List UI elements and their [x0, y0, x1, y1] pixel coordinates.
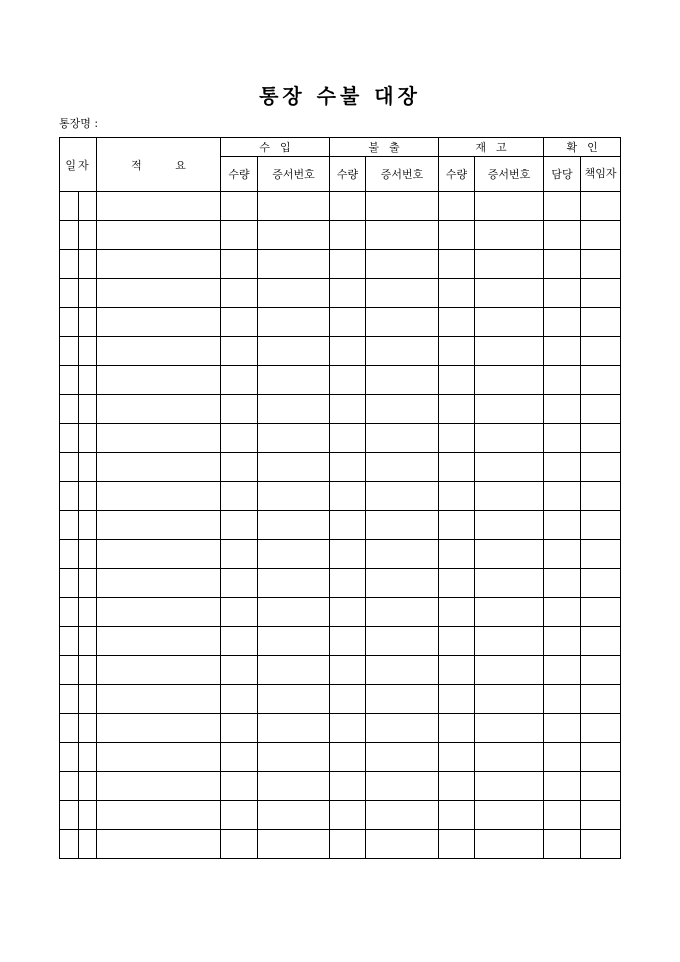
ledger-cell[interactable]	[366, 598, 439, 627]
ledger-cell[interactable]	[439, 337, 475, 366]
table-row	[60, 308, 621, 337]
ledger-cell[interactable]	[366, 482, 439, 511]
ledger-cell[interactable]	[60, 656, 79, 685]
ledger-cell[interactable]	[97, 511, 221, 540]
ledger-cell[interactable]	[60, 453, 79, 482]
ledger-cell[interactable]	[258, 656, 330, 685]
ledger-cell[interactable]	[581, 424, 621, 453]
ledger-cell[interactable]	[475, 511, 544, 540]
ledger-cell[interactable]	[258, 192, 330, 221]
ledger-cell[interactable]	[97, 830, 221, 859]
header-confirm: 확인	[544, 138, 621, 157]
ledger-cell[interactable]	[544, 830, 581, 859]
ledger-cell[interactable]	[79, 540, 97, 569]
ledger-cell[interactable]	[366, 192, 439, 221]
ledger-cell[interactable]	[258, 395, 330, 424]
header-expense-qty: 수량	[330, 157, 366, 192]
ledger-cell[interactable]	[97, 192, 221, 221]
table-row	[60, 656, 621, 685]
ledger-cell[interactable]	[79, 221, 97, 250]
ledger-cell[interactable]	[221, 424, 258, 453]
ledger-cell[interactable]	[97, 540, 221, 569]
ledger-cell[interactable]	[60, 279, 79, 308]
ledger-cell[interactable]	[475, 569, 544, 598]
ledger-cell[interactable]	[97, 279, 221, 308]
table-row	[60, 250, 621, 279]
ledger-cell[interactable]	[581, 627, 621, 656]
table-row	[60, 830, 621, 859]
ledger-cell[interactable]	[221, 830, 258, 859]
header-description: 적 요	[97, 138, 221, 192]
ledger-cell[interactable]	[581, 511, 621, 540]
table-row	[60, 714, 621, 743]
ledger-cell[interactable]	[439, 453, 475, 482]
ledger-cell[interactable]	[475, 685, 544, 714]
ledger-cell[interactable]	[544, 337, 581, 366]
ledger-cell[interactable]	[475, 627, 544, 656]
ledger-cell[interactable]	[79, 830, 97, 859]
ledger-cell[interactable]	[97, 801, 221, 830]
ledger-cell[interactable]	[221, 656, 258, 685]
ledger-cell[interactable]	[60, 424, 79, 453]
ledger-body	[60, 138, 621, 859]
ledger-cell[interactable]	[330, 627, 366, 656]
ledger-cell[interactable]	[330, 366, 366, 395]
ledger-cell[interactable]	[439, 308, 475, 337]
ledger-cell[interactable]	[544, 656, 581, 685]
ledger-cell[interactable]	[366, 772, 439, 801]
ledger-cell[interactable]	[581, 395, 621, 424]
ledger-cell[interactable]	[258, 598, 330, 627]
ledger-cell[interactable]	[366, 453, 439, 482]
ledger-cell[interactable]	[221, 714, 258, 743]
ledger-cell[interactable]	[79, 453, 97, 482]
document-title: 통장 수불 대장	[259, 84, 421, 108]
ledger-cell[interactable]	[330, 250, 366, 279]
ledger-cell[interactable]	[475, 540, 544, 569]
ledger-cell[interactable]	[544, 598, 581, 627]
ledger-cell[interactable]	[258, 569, 330, 598]
ledger-cell[interactable]	[97, 453, 221, 482]
ledger-cell[interactable]	[544, 540, 581, 569]
ledger-cell[interactable]	[221, 540, 258, 569]
ledger-cell[interactable]	[475, 250, 544, 279]
ledger-table	[59, 137, 621, 859]
ledger-cell[interactable]	[330, 395, 366, 424]
ledger-cell[interactable]	[258, 801, 330, 830]
ledger-cell[interactable]	[366, 221, 439, 250]
ledger-cell[interactable]	[79, 308, 97, 337]
ledger-cell[interactable]	[60, 743, 79, 772]
ledger-cell[interactable]	[581, 772, 621, 801]
ledger-cell[interactable]	[581, 279, 621, 308]
ledger-cell[interactable]	[258, 830, 330, 859]
table-row	[60, 627, 621, 656]
ledger-cell[interactable]	[581, 540, 621, 569]
ledger-cell[interactable]	[258, 366, 330, 395]
ledger-cell[interactable]	[330, 569, 366, 598]
ledger-cell[interactable]	[330, 308, 366, 337]
ledger-cell[interactable]	[330, 511, 366, 540]
ledger-cell[interactable]	[475, 279, 544, 308]
ledger-cell[interactable]	[475, 743, 544, 772]
ledger-cell[interactable]	[79, 627, 97, 656]
ledger-cell[interactable]	[439, 830, 475, 859]
ledger-cell[interactable]	[221, 192, 258, 221]
header-stock-voucher: 증서번호	[475, 157, 544, 192]
ledger-cell[interactable]	[439, 772, 475, 801]
ledger-cell[interactable]	[475, 395, 544, 424]
ledger-cell[interactable]	[258, 221, 330, 250]
ledger-cell[interactable]	[581, 656, 621, 685]
ledger-cell[interactable]	[581, 192, 621, 221]
ledger-cell[interactable]	[330, 772, 366, 801]
ledger-cell[interactable]	[366, 627, 439, 656]
ledger-cell[interactable]	[544, 221, 581, 250]
ledger-cell[interactable]	[544, 511, 581, 540]
ledger-cell[interactable]	[221, 482, 258, 511]
ledger-cell[interactable]	[366, 830, 439, 859]
ledger-cell[interactable]	[221, 395, 258, 424]
ledger-cell[interactable]	[97, 743, 221, 772]
ledger-cell[interactable]	[79, 569, 97, 598]
header-stock-qty: 수량	[439, 157, 475, 192]
ledger-cell[interactable]	[258, 511, 330, 540]
ledger-cell[interactable]	[439, 569, 475, 598]
ledger-cell[interactable]	[79, 801, 97, 830]
ledger-cell[interactable]	[97, 656, 221, 685]
ledger-cell[interactable]	[97, 598, 221, 627]
ledger-cell[interactable]	[544, 482, 581, 511]
ledger-cell[interactable]	[475, 366, 544, 395]
table-row	[60, 395, 621, 424]
table-row	[60, 279, 621, 308]
ledger-cell[interactable]	[581, 598, 621, 627]
ledger-cell[interactable]	[60, 714, 79, 743]
ledger-cell[interactable]	[475, 656, 544, 685]
ledger-cell[interactable]	[258, 250, 330, 279]
ledger-cell[interactable]	[79, 366, 97, 395]
ledger-cell[interactable]	[544, 250, 581, 279]
ledger-cell[interactable]	[581, 250, 621, 279]
ledger-cell[interactable]	[330, 221, 366, 250]
ledger-cell[interactable]	[258, 540, 330, 569]
table-row	[60, 221, 621, 250]
ledger-cell[interactable]	[330, 453, 366, 482]
ledger-cell[interactable]	[60, 250, 79, 279]
ledger-cell[interactable]	[475, 192, 544, 221]
ledger-cell[interactable]	[221, 685, 258, 714]
ledger-cell[interactable]	[475, 830, 544, 859]
ledger-cell[interactable]	[97, 337, 221, 366]
ledger-cell[interactable]	[79, 685, 97, 714]
ledger-cell[interactable]	[439, 192, 475, 221]
ledger-cell[interactable]	[79, 192, 97, 221]
ledger-cell[interactable]	[581, 801, 621, 830]
ledger-cell[interactable]	[221, 627, 258, 656]
ledger-cell[interactable]	[221, 221, 258, 250]
ledger-cell[interactable]	[366, 366, 439, 395]
ledger-cell[interactable]	[439, 366, 475, 395]
ledger-cell[interactable]	[60, 337, 79, 366]
ledger-cell[interactable]	[330, 337, 366, 366]
ledger-cell[interactable]	[60, 511, 79, 540]
ledger-cell[interactable]	[366, 801, 439, 830]
ledger-cell[interactable]	[439, 598, 475, 627]
ledger-cell[interactable]	[258, 453, 330, 482]
ledger-cell[interactable]	[366, 424, 439, 453]
ledger-cell[interactable]	[439, 801, 475, 830]
ledger-cell[interactable]	[475, 308, 544, 337]
ledger-cell[interactable]	[366, 337, 439, 366]
table-row	[60, 192, 621, 221]
ledger-cell[interactable]	[475, 337, 544, 366]
ledger-cell[interactable]	[221, 511, 258, 540]
ledger-cell[interactable]	[258, 482, 330, 511]
ledger-cell[interactable]	[439, 424, 475, 453]
ledger-cell[interactable]	[581, 337, 621, 366]
ledger-cell[interactable]	[330, 598, 366, 627]
ledger-cell[interactable]	[439, 714, 475, 743]
ledger-cell[interactable]	[60, 395, 79, 424]
header-income-voucher: 증서번호	[258, 157, 330, 192]
ledger-cell[interactable]	[544, 308, 581, 337]
ledger-cell[interactable]	[544, 714, 581, 743]
ledger-cell[interactable]	[544, 192, 581, 221]
ledger-cell[interactable]	[221, 453, 258, 482]
ledger-cell[interactable]	[221, 366, 258, 395]
ledger-cell[interactable]	[581, 743, 621, 772]
ledger-cell[interactable]	[330, 192, 366, 221]
ledger-cell[interactable]	[258, 772, 330, 801]
ledger-cell[interactable]	[330, 424, 366, 453]
ledger-cell[interactable]	[330, 714, 366, 743]
ledger-cell[interactable]	[221, 598, 258, 627]
ledger-cell[interactable]	[79, 279, 97, 308]
ledger-cell[interactable]	[221, 250, 258, 279]
ledger-cell[interactable]	[366, 250, 439, 279]
table-row	[60, 337, 621, 366]
ledger-cell[interactable]	[258, 685, 330, 714]
ledger-cell[interactable]	[366, 540, 439, 569]
header-expense-voucher: 증서번호	[366, 157, 439, 192]
ledger-cell[interactable]	[97, 627, 221, 656]
ledger-cell[interactable]	[258, 424, 330, 453]
ledger-cell[interactable]	[439, 279, 475, 308]
table-row	[60, 482, 621, 511]
ledger-cell[interactable]	[544, 772, 581, 801]
ledger-cell[interactable]	[258, 743, 330, 772]
ledger-cell[interactable]	[221, 279, 258, 308]
ledger-cell[interactable]	[97, 714, 221, 743]
ledger-cell[interactable]	[79, 482, 97, 511]
ledger-cell[interactable]	[330, 685, 366, 714]
ledger-cell[interactable]	[97, 395, 221, 424]
ledger-cell[interactable]	[439, 250, 475, 279]
ledger-cell[interactable]	[258, 627, 330, 656]
ledger-cell[interactable]	[439, 395, 475, 424]
ledger-cell[interactable]	[330, 482, 366, 511]
ledger-cell[interactable]	[79, 424, 97, 453]
ledger-cell[interactable]	[79, 598, 97, 627]
ledger-cell[interactable]	[581, 830, 621, 859]
ledger-cell[interactable]	[581, 482, 621, 511]
ledger-cell[interactable]	[60, 540, 79, 569]
ledger-cell[interactable]	[221, 308, 258, 337]
ledger-cell[interactable]	[330, 656, 366, 685]
ledger-cell[interactable]	[366, 656, 439, 685]
ledger-cell[interactable]	[366, 685, 439, 714]
ledger-cell[interactable]	[79, 250, 97, 279]
ledger-cell[interactable]	[221, 743, 258, 772]
ledger-cell[interactable]	[544, 424, 581, 453]
ledger-cell[interactable]	[581, 366, 621, 395]
table-row	[60, 511, 621, 540]
ledger-cell[interactable]	[60, 569, 79, 598]
ledger-cell[interactable]	[330, 743, 366, 772]
ledger-cell[interactable]	[439, 627, 475, 656]
header-date: 일자	[60, 138, 97, 192]
ledger-cell[interactable]	[97, 482, 221, 511]
ledger-cell[interactable]	[97, 366, 221, 395]
ledger-cell[interactable]	[581, 308, 621, 337]
ledger-cell[interactable]	[366, 511, 439, 540]
ledger-cell[interactable]	[330, 279, 366, 308]
ledger-cell[interactable]	[544, 279, 581, 308]
ledger-cell[interactable]	[544, 366, 581, 395]
ledger-cell[interactable]	[581, 453, 621, 482]
table-row	[60, 598, 621, 627]
header-income: 수입	[221, 138, 330, 157]
ledger-cell[interactable]	[97, 250, 221, 279]
ledger-cell[interactable]	[439, 221, 475, 250]
ledger-cell[interactable]	[439, 482, 475, 511]
ledger-cell[interactable]	[79, 656, 97, 685]
ledger-cell[interactable]	[79, 395, 97, 424]
ledger-cell[interactable]	[221, 337, 258, 366]
ledger-cell[interactable]	[581, 221, 621, 250]
ledger-cell[interactable]	[79, 714, 97, 743]
ledger-cell[interactable]	[97, 685, 221, 714]
ledger-cell[interactable]	[475, 772, 544, 801]
ledger-cell[interactable]	[60, 192, 79, 221]
ledger-cell[interactable]	[60, 772, 79, 801]
ledger-cell[interactable]	[60, 366, 79, 395]
ledger-cell[interactable]	[330, 830, 366, 859]
ledger-cell[interactable]	[221, 772, 258, 801]
table-row	[60, 424, 621, 453]
ledger-cell[interactable]	[366, 279, 439, 308]
ledger-cell[interactable]	[258, 279, 330, 308]
account-name-label: 통장명 :	[59, 117, 99, 130]
ledger-cell[interactable]	[60, 598, 79, 627]
ledger-cell[interactable]	[79, 743, 97, 772]
ledger-cell[interactable]	[258, 714, 330, 743]
table-row	[60, 366, 621, 395]
table-row	[60, 772, 621, 801]
ledger-cell[interactable]	[97, 772, 221, 801]
ledger-cell[interactable]	[544, 569, 581, 598]
ledger-cell[interactable]	[366, 743, 439, 772]
ledger-cell[interactable]	[544, 743, 581, 772]
header-expense: 불출	[330, 138, 439, 157]
ledger-cell[interactable]	[544, 453, 581, 482]
ledger-cell[interactable]	[60, 308, 79, 337]
ledger-cell[interactable]	[221, 569, 258, 598]
ledger-cell[interactable]	[366, 395, 439, 424]
ledger-cell[interactable]	[439, 743, 475, 772]
table-row	[60, 685, 621, 714]
header-income-qty: 수량	[221, 157, 258, 192]
table-row	[60, 743, 621, 772]
header-in-charge: 담당	[544, 157, 581, 192]
table-row	[60, 540, 621, 569]
header-responsible: 책임자	[581, 157, 621, 192]
ledger-cell[interactable]	[439, 511, 475, 540]
ledger-cell[interactable]	[60, 482, 79, 511]
ledger-cell[interactable]	[60, 801, 79, 830]
ledger-cell[interactable]	[97, 569, 221, 598]
ledger-cell[interactable]	[581, 685, 621, 714]
ledger-cell[interactable]	[439, 656, 475, 685]
ledger-cell[interactable]	[544, 395, 581, 424]
ledger-cell[interactable]	[79, 772, 97, 801]
ledger-cell[interactable]	[475, 453, 544, 482]
ledger-cell[interactable]	[475, 424, 544, 453]
ledger-cell[interactable]	[258, 308, 330, 337]
ledger-cell[interactable]	[439, 685, 475, 714]
ledger-cell[interactable]	[475, 482, 544, 511]
ledger-cell[interactable]	[60, 221, 79, 250]
ledger-cell[interactable]	[60, 685, 79, 714]
ledger-cell[interactable]	[581, 569, 621, 598]
ledger-cell[interactable]	[60, 830, 79, 859]
ledger-cell[interactable]	[439, 540, 475, 569]
ledger-cell[interactable]	[330, 801, 366, 830]
ledger-cell[interactable]	[544, 801, 581, 830]
ledger-cell[interactable]	[475, 221, 544, 250]
ledger-cell[interactable]	[79, 511, 97, 540]
ledger-cell[interactable]	[544, 685, 581, 714]
ledger-cell[interactable]	[475, 714, 544, 743]
header-row-1	[60, 138, 621, 157]
ledger-cell[interactable]	[366, 714, 439, 743]
table-row	[60, 801, 621, 830]
ledger-cell[interactable]	[366, 569, 439, 598]
ledger-cell[interactable]	[79, 337, 97, 366]
ledger-cell[interactable]	[221, 801, 258, 830]
ledger-cell[interactable]	[97, 221, 221, 250]
ledger-cell[interactable]	[475, 801, 544, 830]
ledger-cell[interactable]	[258, 337, 330, 366]
ledger-cell[interactable]	[97, 424, 221, 453]
ledger-cell[interactable]	[97, 308, 221, 337]
ledger-cell[interactable]	[581, 714, 621, 743]
ledger-cell[interactable]	[544, 627, 581, 656]
header-stock: 재고	[439, 138, 544, 157]
ledger-cell[interactable]	[366, 308, 439, 337]
ledger-cell[interactable]	[60, 627, 79, 656]
table-row	[60, 569, 621, 598]
table-row	[60, 453, 621, 482]
ledger-cell[interactable]	[330, 540, 366, 569]
ledger-cell[interactable]	[475, 598, 544, 627]
